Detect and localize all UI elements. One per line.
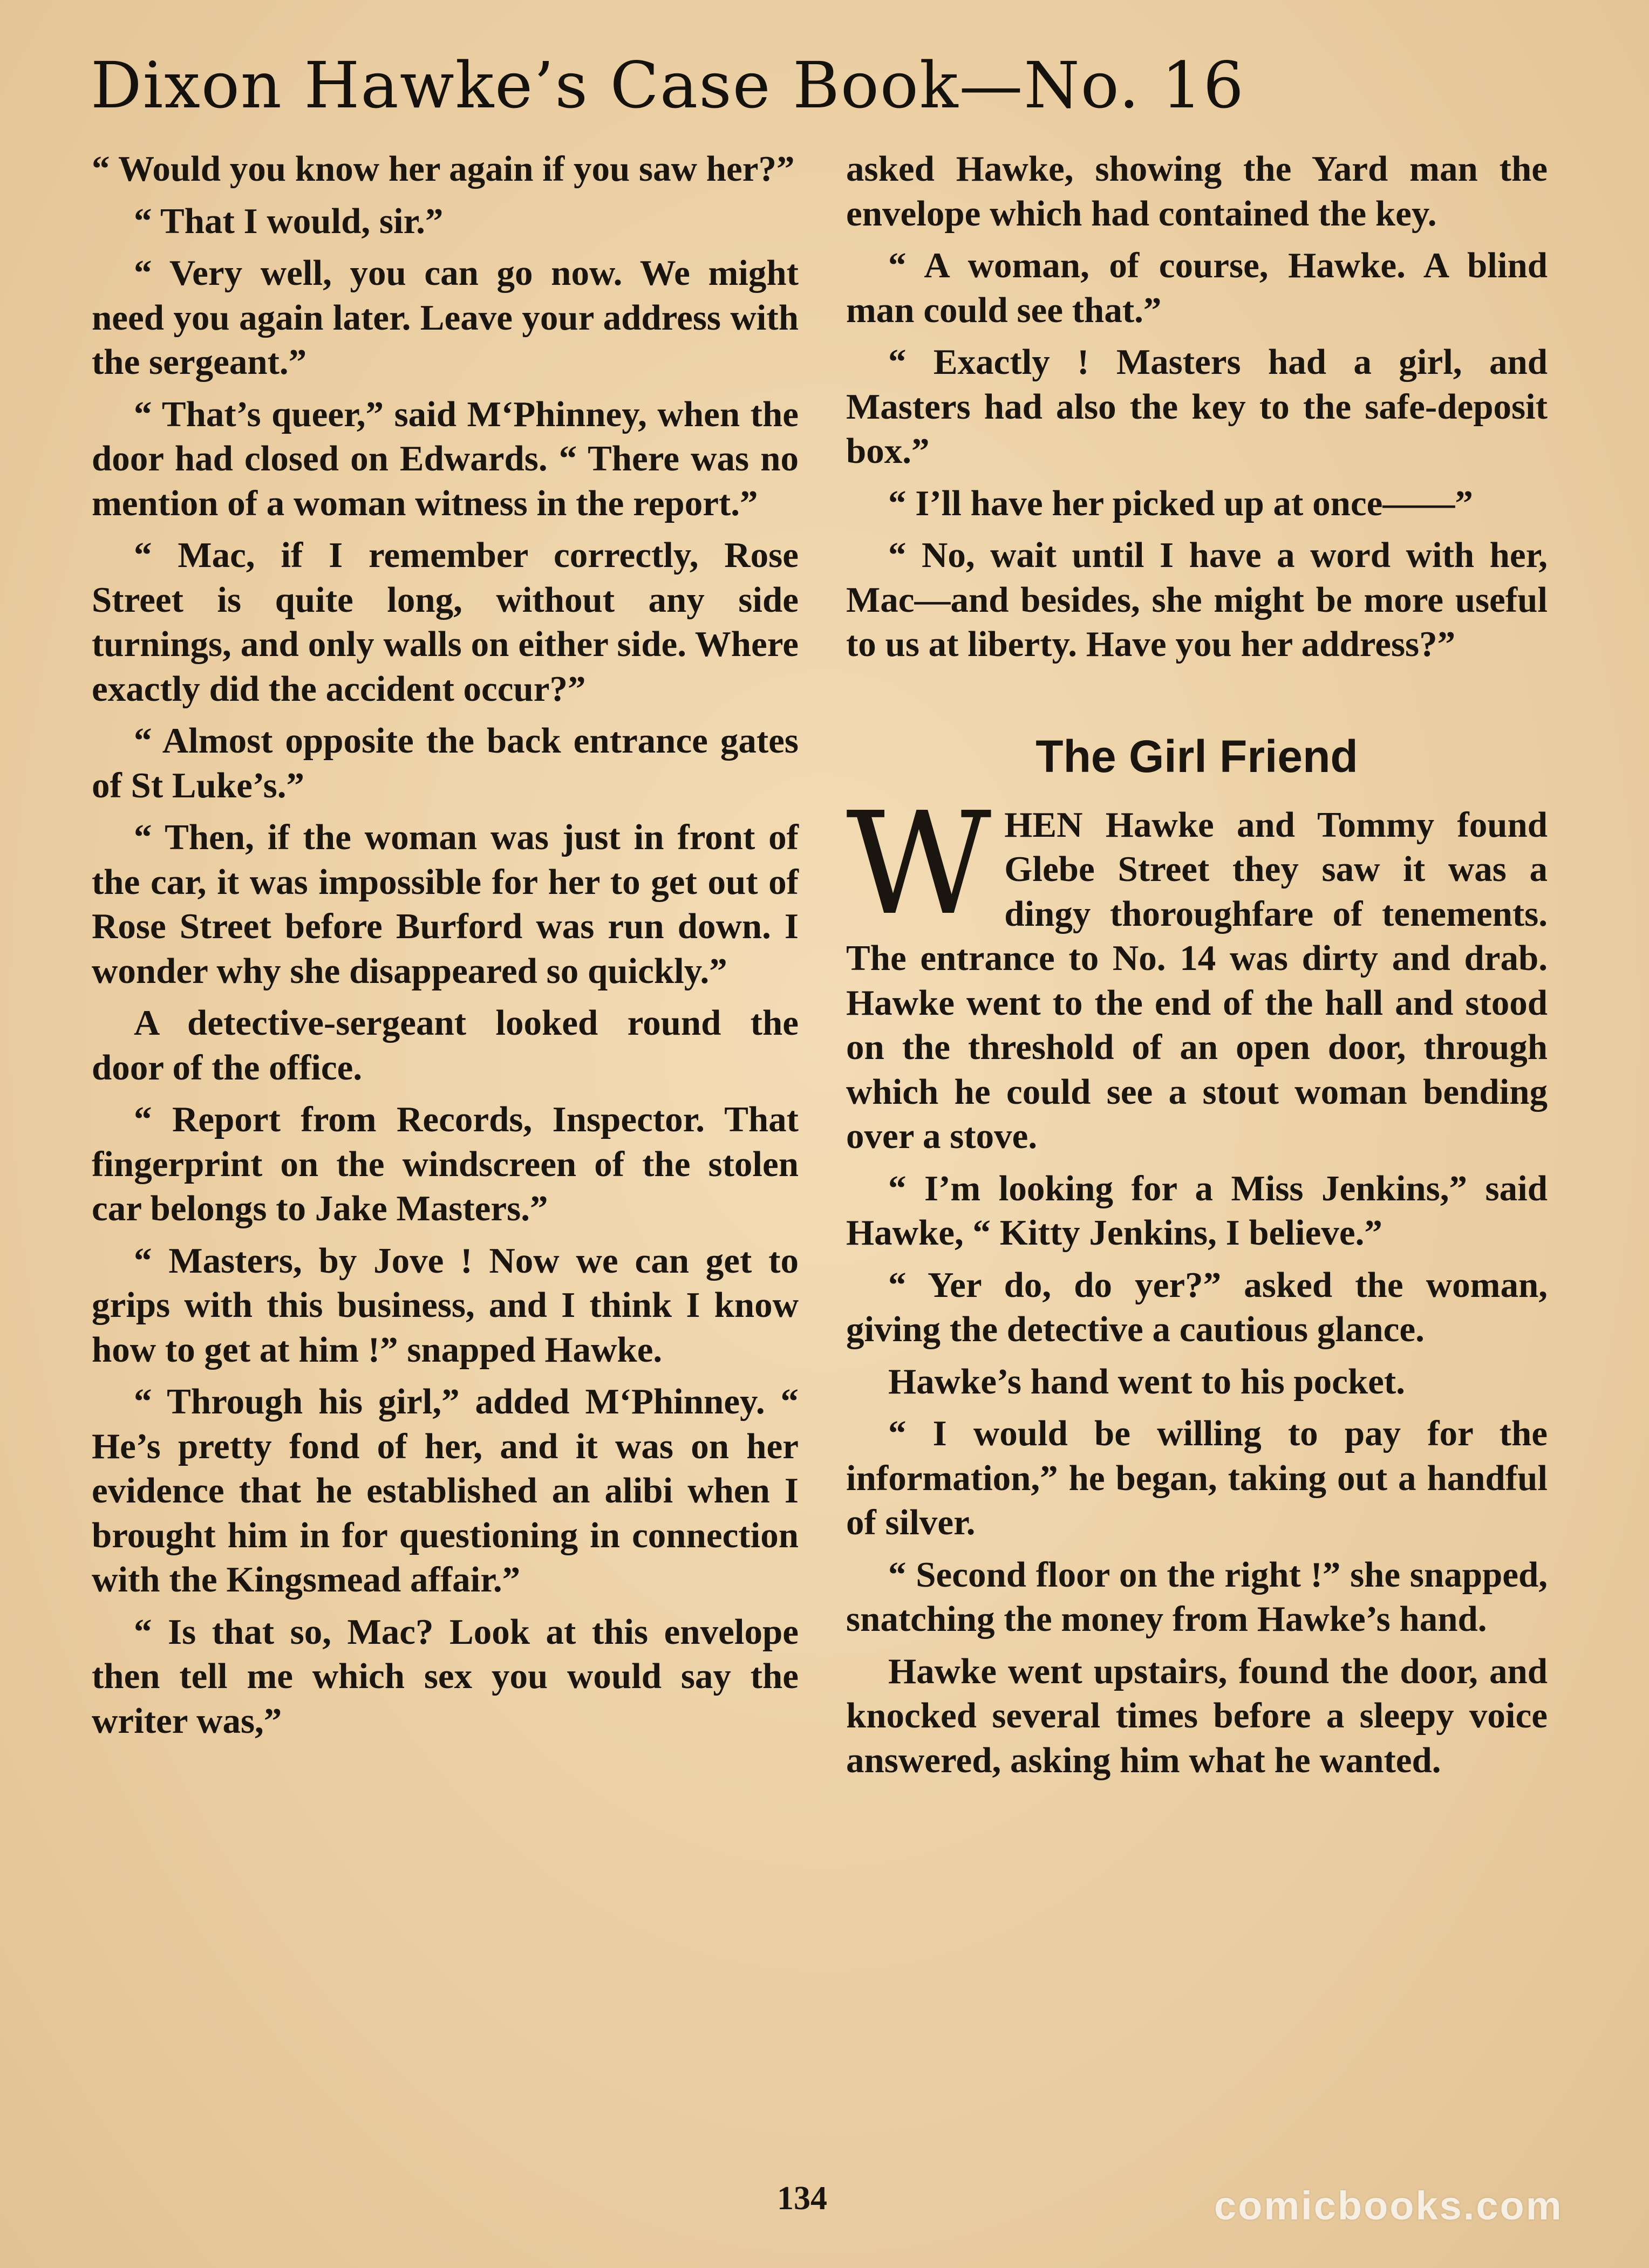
paragraph: “ I’m looking for a Miss Jenkins,” said Hawke, “ Kitty Jenkins, I believe.” — [846, 1168, 1548, 1253]
paragraph: “ Almost opposite the back entrance gates of St Luke’s.” — [92, 721, 799, 805]
paragraph: “ Would you know her again if you saw her?” — [92, 149, 795, 189]
opening-paragraph — [846, 781, 1548, 1159]
paragraph: Hawke went upstairs, found the door, and knocked several times before a sleepy voice answered, asking him what he wanted. — [846, 1651, 1548, 1780]
paragraph: “ Exactly ! Masters had a girl, and Masters had also the key to the safe-deposit box.” — [846, 342, 1548, 471]
watermark: comicbooks.com — [1214, 2183, 1563, 2228]
drop-cap: W — [846, 781, 992, 946]
paragraph: “ Mac, if I remember correctly, Rose Street is quite long, without any side turnings, and only walls on either side. Where exactly did the accident occur?” — [92, 535, 799, 709]
paragraph: “ No, wait until I have a word with her, Mac—and besides, she might be more useful to us at liberty. Have you her address?” — [846, 535, 1548, 664]
paragraph: “ I’ll have her picked up at once——” — [888, 483, 1473, 523]
paragraph: “ Is that so, Mac? Look at this envelope then tell me which sex you would say the writer was,” — [92, 1611, 799, 1741]
paragraph: “ Through his girl,” added M‘Phinney. “ He’s pretty fond of her, and it was on her evidence that he established an alibi when I brought him in for questioning in connection with the Kingsmead affair.” — [92, 1382, 799, 1600]
paragraph: “ Very well, you can go now. We might need you again later. Leave your address with the sergeant.” — [92, 253, 799, 382]
paragraph: asked Hawke, showing the Yard man the envelope which had contained the key. — [846, 149, 1548, 234]
left-column — [92, 147, 799, 1751]
paragraph: “ Second floor on the right !” she snapped, snatching the money from Hawke’s hand. — [846, 1554, 1548, 1639]
paragraph: “ Masters, by Jove ! Now we can get to grips with this business, and I think I know how to get at him !” snapped Hawke. — [92, 1240, 799, 1370]
opening-paragraph-text: HEN Hawke and Tommy found Glebe Street they saw it was a dingy thoroughfare of tenements. The entrance to No. 14 was dirty and drab. Hawke went to the end of the hall and stood on the threshold of an open door, through which he could see a stout woman bending over a stove. — [846, 804, 1548, 1156]
section-heading: The Girl Friend — [1035, 730, 1358, 782]
paragraph: A detective-sergeant looked round the door of the office. — [92, 1003, 799, 1088]
paragraph: “ Yer do, do yer?” asked the woman, giving the detective a cautious glance. — [846, 1265, 1548, 1349]
page-number: 134 — [777, 2180, 827, 2217]
paragraph: Hawke’s hand went to his pocket. — [888, 1361, 1405, 1402]
paragraph: “ Report from Records, Inspector. That fingerprint on the windscreen of the stolen car belongs to Jake Masters.” — [92, 1099, 799, 1228]
paragraph: “ I would be willing to pay for the information,” he began, taking out a handful of silver. — [846, 1413, 1548, 1542]
right-column — [846, 147, 1548, 1790]
paragraph: “ That I would, sir.” — [134, 201, 444, 241]
page-title: Dixon Hawke’s Case Book—No. 16 — [91, 48, 1245, 122]
paragraph: “ Then, if the woman was just in front of the car, it was impossible for her to get out of Rose Street before Burford was run down. I wonder why she disappeared so quickly.” — [92, 817, 799, 991]
paragraph: “ A woman, of course, Hawke. A blind man could see that.” — [846, 245, 1548, 330]
paragraph: “ That’s queer,” said M‘Phinney, when the door had closed on Edwards. “ There was no mention of a woman witness in the report.” — [92, 394, 799, 523]
